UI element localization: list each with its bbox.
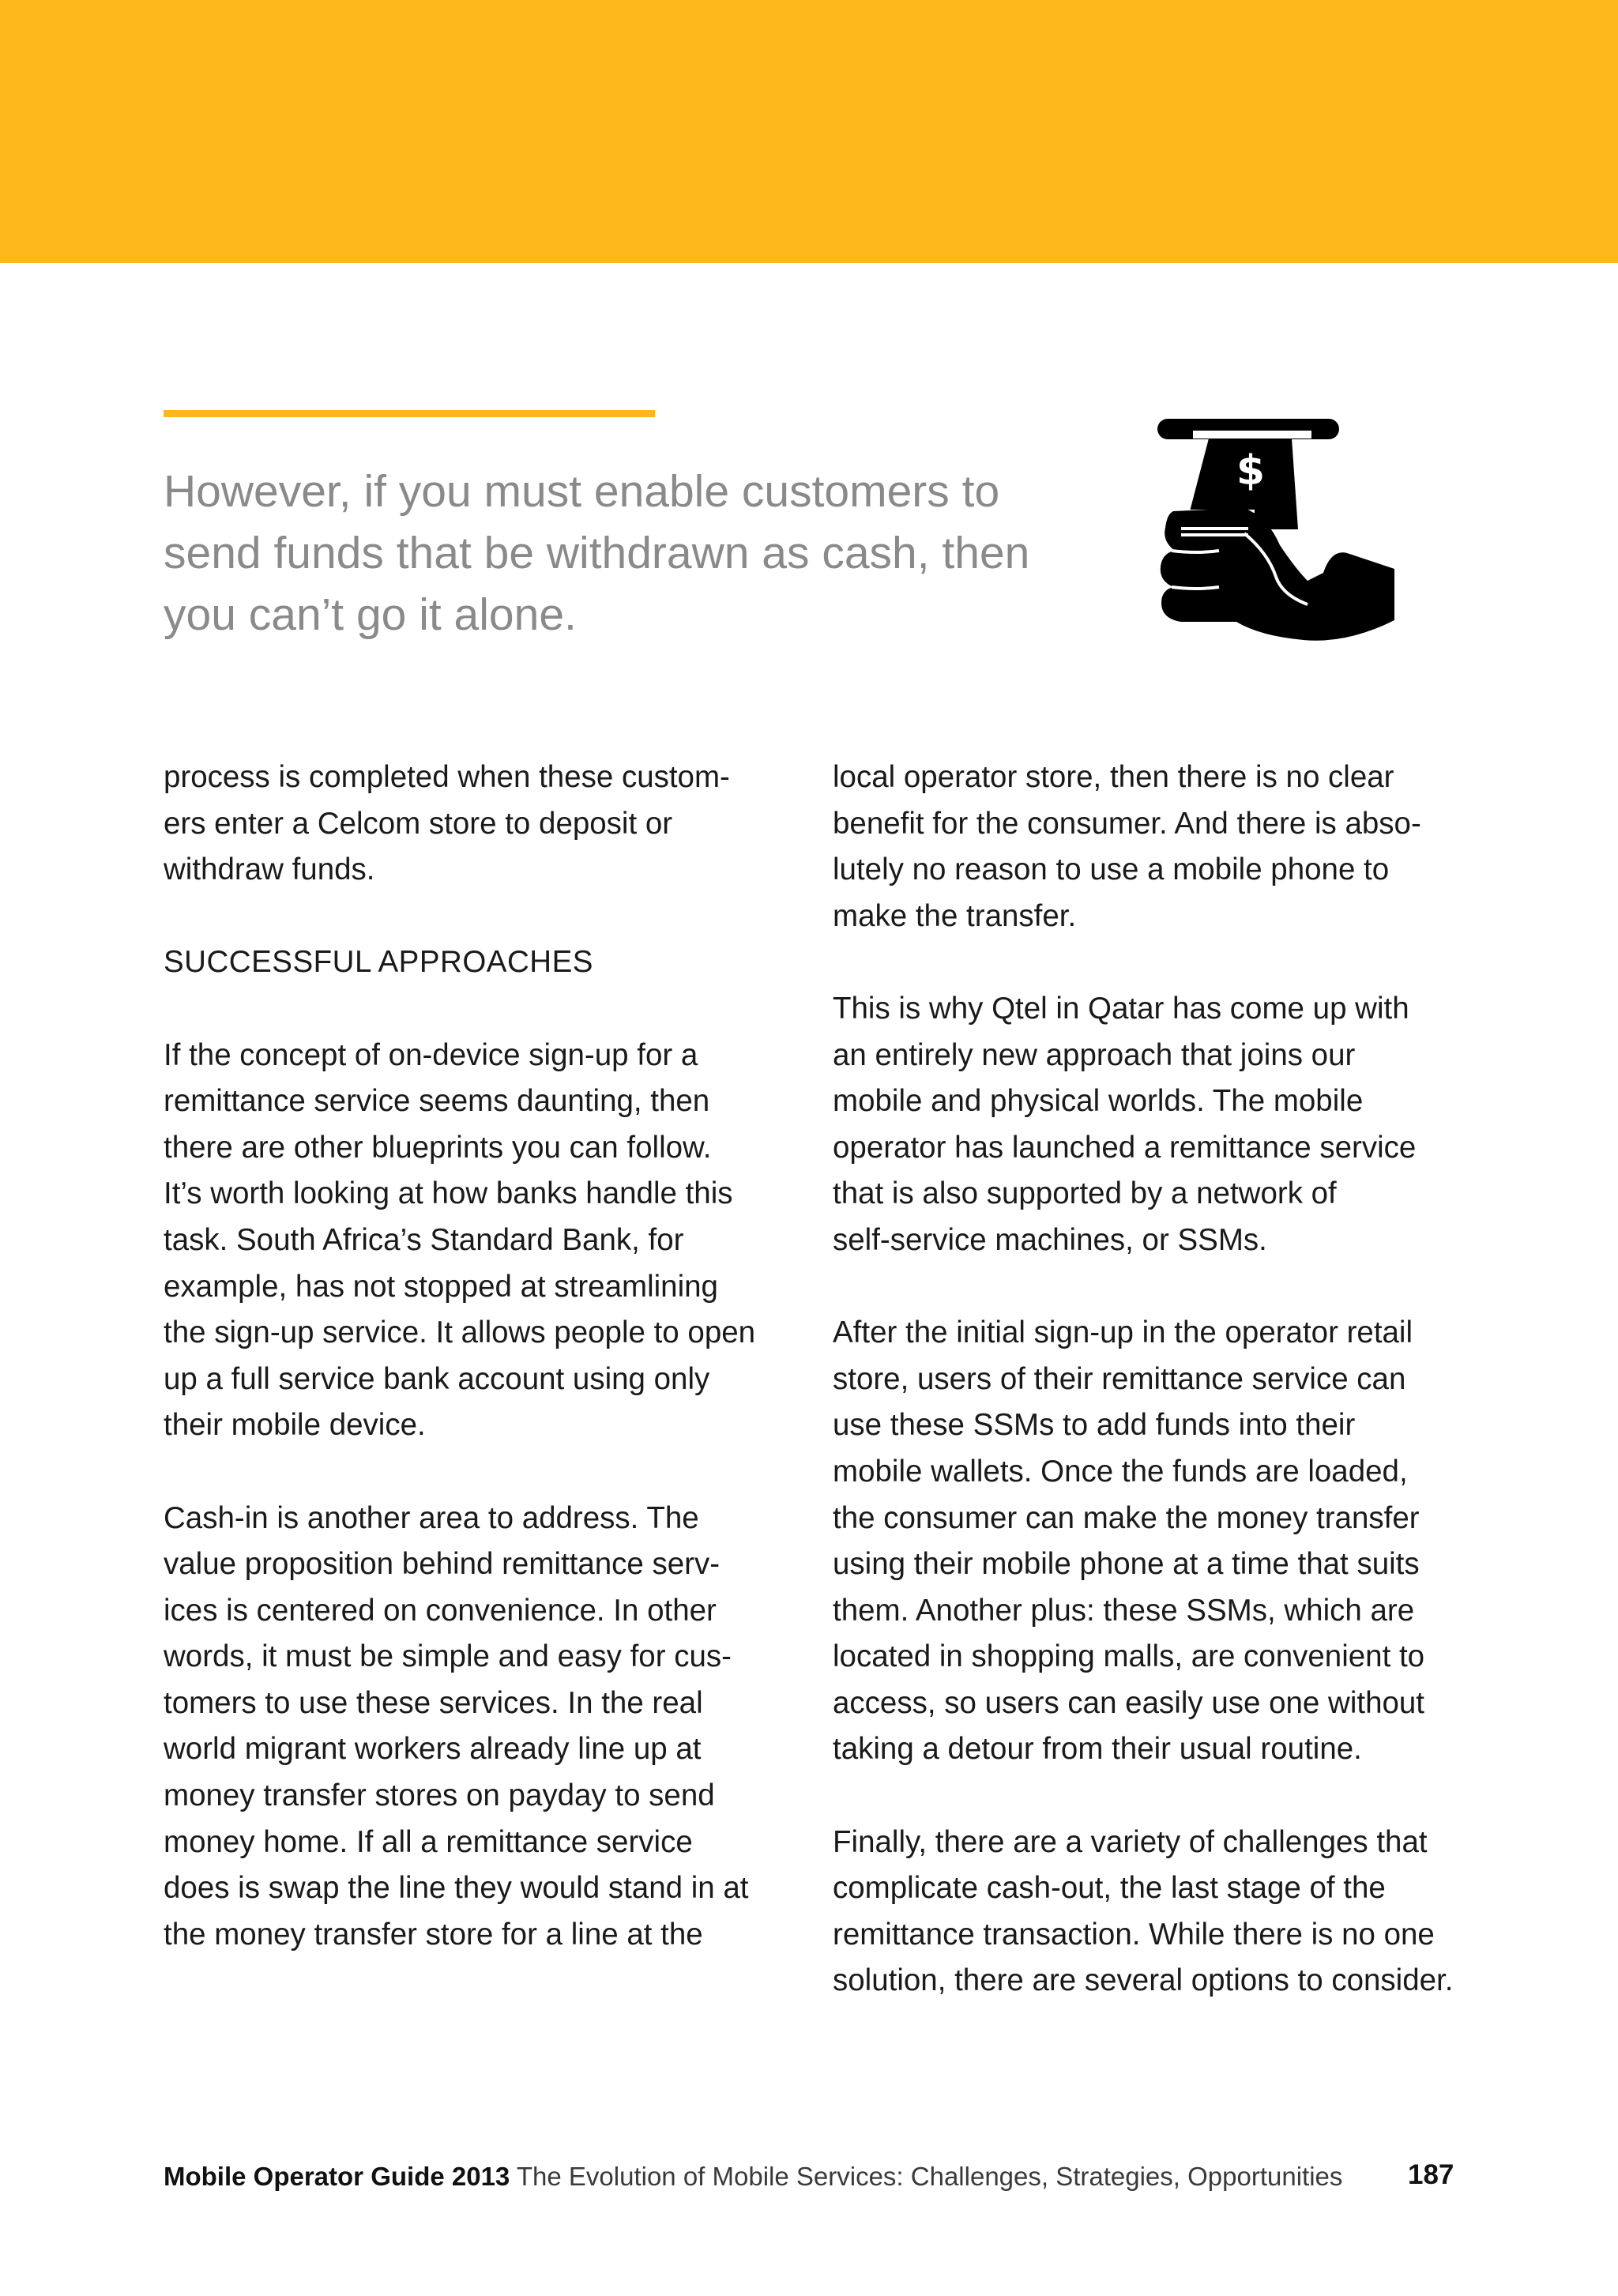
right-paragraph-3: After the initial sign-up in the operator retail store, users of their remittance service can use these SSMs to add funds into their mobile wallets. Once the funds are loaded, the consumer can make the money transfer using their mobile phone at a time that suits them. Another plus: these SSMs, which are located in shopping malls, are convenient to access, so users can easily use one without taking a detour from their usual routine. xyxy=(833,1315,1425,1767)
footer-guide-title: Mobile Operator Guide 2013 xyxy=(164,2162,510,2191)
right-paragraph-2: This is why Qtel in Qatar has come up with an entirely new approach that joins our mobile and physical worlds. The mobile operator has launched a remittance service that is also supported by a network of self-service machines, or SSMs. xyxy=(833,991,1417,1257)
page-number: 187 xyxy=(1408,2159,1454,2190)
left-paragraph-3: Cash-in is another area to address. The value proposition behind remittance serv- ices is centered on convenience. In other words, it must be simple and easy for cus- tomers to use these services. In the real world migrant workers already line up at money transfer stores on payday to send money home. If all a remittance service does is swap the line they would stand in at the money transfer store for a line at the xyxy=(164,1500,749,1952)
right-paragraph-4: Finally, there are a variety of challenges that complicate cash-out, the last stage of the remittance transaction. While there is no one solution, there are several options to consider. xyxy=(833,1824,1454,1998)
quote-accent-rule xyxy=(164,410,655,417)
left-column xyxy=(164,755,796,2004)
left-paragraph-1: process is completed when these custom- ers enter a Celcom store to deposit or withdraw funds. xyxy=(164,760,730,887)
footer-subtitle: The Evolution of Mobile Services: Challenges, Strategies, Opportunities xyxy=(516,2162,1343,2191)
left-paragraph-2: If the concept of on-device sign-up for a remittance service seems daunting, then there are other blueprints you can follow. It’s worth looking at how banks handle this task. South Africa’s Standard Bank, for example, has not stopped at streamlining the sign-up service. It allows people to open up a full service bank account using only their mobile device. xyxy=(164,1037,756,1443)
section-heading: SUCCESSFUL APPROACHES xyxy=(164,945,593,980)
right-paragraph-1: local operator store, then there is no clear benefit for the consumer. And there is abso- lutely no reason to use a mobile phone to make the transfer. xyxy=(833,760,1421,933)
hand-cash-withdrawal-icon xyxy=(1150,415,1402,652)
right-column xyxy=(833,755,1473,2051)
dollar-sign: $ xyxy=(1236,447,1266,495)
page-footer xyxy=(164,2157,1459,2196)
header-color-band xyxy=(0,0,1618,263)
pull-quote: However, if you must enable customers to send funds that be withdrawn as cash, then you can’t go it alone. xyxy=(164,466,1030,640)
